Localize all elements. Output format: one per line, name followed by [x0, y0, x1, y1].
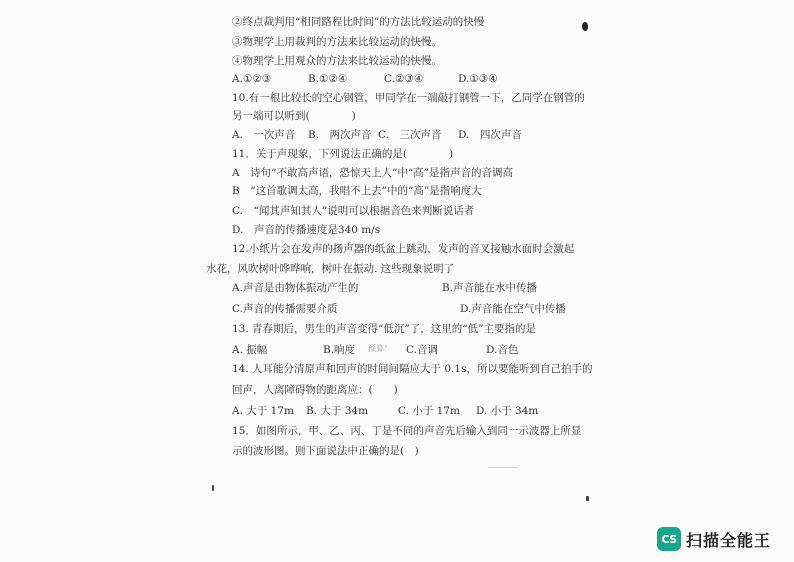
q9-option-c: C.②③④ [384, 73, 424, 85]
q13-option-d: D.音色 [486, 344, 519, 356]
ink-blot [582, 22, 588, 31]
q11-option-d: D. 声音的传播速度是340 m/s [232, 224, 381, 236]
q12-stem-line-1: 12.小纸片会在发声的扬声器的纸盆上跳动，发声的音叉接触水面时会激起 [232, 243, 575, 255]
q14-stem-line-2: 回声，人离障碍物的距离应：( ) [232, 384, 398, 396]
q15-stem-line-2: 示的波形图。则下面说法中正确的是( ) [232, 445, 419, 457]
q13-option-c: C.音调 [406, 344, 438, 356]
scanner-app-name: 扫描全能王 [686, 530, 772, 550]
q11-option-b: B “这首歌调太高，我唱不上去”中的“高”是指响度大 [232, 185, 482, 197]
scanner-logo-icon: CS [657, 527, 681, 551]
q12-option-c: C.声音的传播需要介质 [232, 303, 338, 315]
q12-option-a: A.声音是由物体振动产生的 [232, 282, 359, 294]
q11-option-c: C. “闻其声知其人”说明可以根据音色来判断说话者 [232, 205, 475, 217]
scan-smudge [488, 467, 518, 468]
q10-option-d: D. 四次声音 [458, 129, 522, 141]
q9-option-b: B.①②④ [308, 73, 348, 85]
q10-option-a: A. 一次声音 [232, 129, 296, 141]
q9-option-d: D.①③④ [458, 73, 498, 85]
q9-statement-4: ④物理学上用观众的方法来比较运动的快慢。 [232, 55, 442, 67]
q10-option-b: B. 两次声音 [308, 129, 372, 141]
q10-stem-line-1: 10.有一根比较长的空心钢管，甲同学在一端敲打钢管一下，乙同学在钢管的 [232, 92, 585, 104]
q12-stem-line-2: 水花，风吹树叶哗哗响，树叶在振动. 这些现象说明了 [206, 263, 455, 275]
q12-option-b: B.声音能在水中传播 [442, 282, 538, 294]
q9-statement-2: ②终点裁判用“相同路程比时间”的方法比较运动的快慢 [232, 16, 485, 28]
scanner-watermark [657, 526, 771, 552]
q12-option-d: D.声音能在空气中传播 [460, 303, 566, 315]
q13-stem: 13. 青春期后，男生的声音变得“低沉”了，这里的“低”主要指的是 [232, 323, 537, 335]
q14-option-c: C. 小于 17m [398, 405, 460, 417]
q14-stem-line-1: 14. 人耳能分清原声和回声的时间间隔应大于 0.1s，所以要能听到自己拍手的 [232, 363, 593, 375]
q14-option-a: A. 大于 17m [232, 405, 294, 417]
q13-option-b: B.响度 [323, 344, 356, 356]
scan-speck [212, 485, 214, 491]
q9-statement-3: ③物理学上用裁判的方法来比较运动的快慢。 [232, 36, 442, 48]
q11-option-a: A 诗句“不敢高声语，恐惊天上人”中“高”是指声音的音调高 [232, 167, 514, 179]
q14-option-d: D. 小于 34m [476, 405, 539, 417]
scan-speck [586, 496, 589, 501]
q10-option-c: C. 三次声音 [378, 129, 442, 141]
q10-stem-line-2: 另一端可以听到( ) [232, 110, 356, 122]
q14-option-b: B. 大于 34m [306, 405, 369, 417]
q13-option-a: A. 振幅 [232, 344, 268, 356]
q15-stem-line-1: 15．如图所示，甲、乙、丙、丁是不同的声音先后输入到同一示波器上所显 [232, 425, 582, 437]
stray-mark-text: 预算！ [368, 344, 392, 353]
q9-option-a: A.①②③ [232, 73, 272, 85]
q11-stem: 11．关于声现象，下列说法正确的是( ) [232, 148, 454, 160]
